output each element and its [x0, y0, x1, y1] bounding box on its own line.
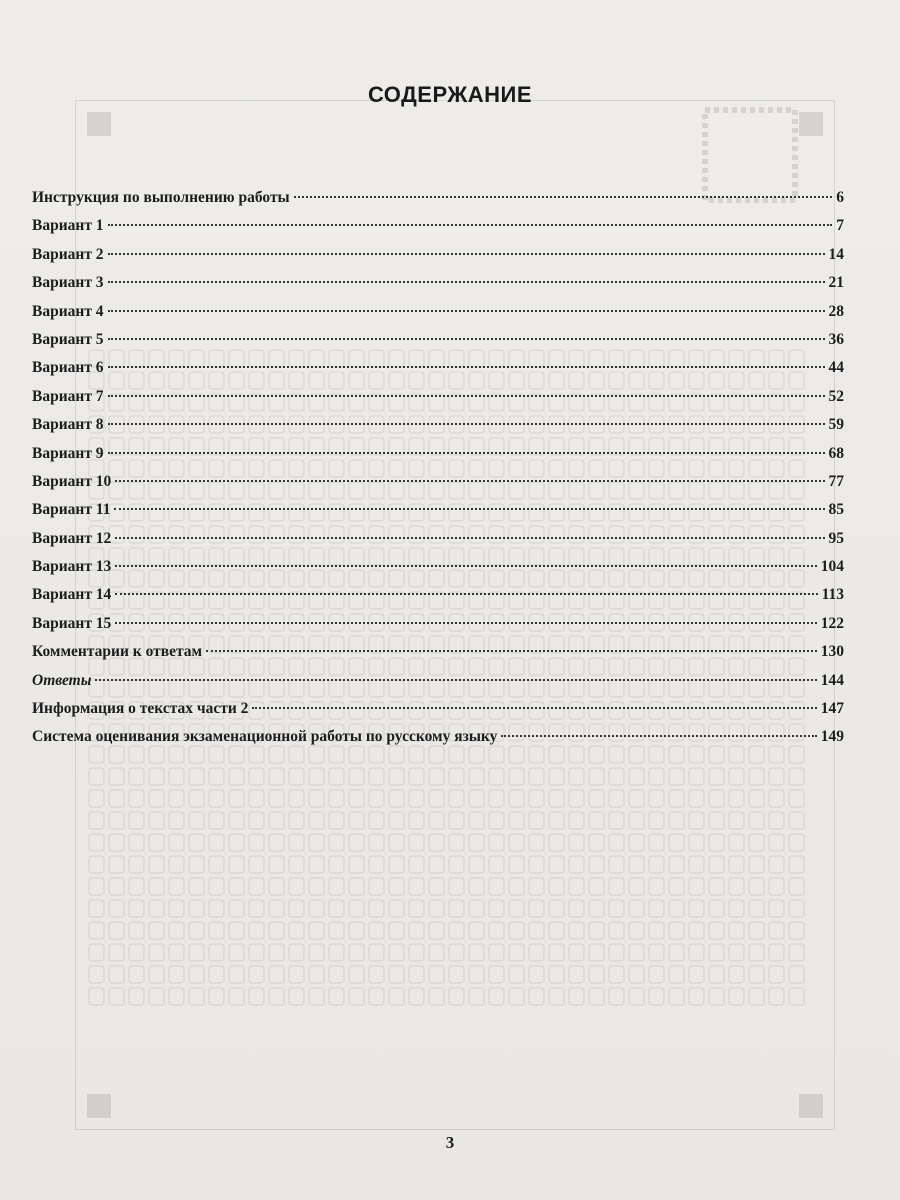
- toc-leader-dots: [252, 707, 816, 709]
- toc-entry-page: 147: [820, 700, 844, 718]
- toc-entry: [32, 553, 844, 581]
- toc-entry: [32, 326, 844, 354]
- toc-entry-page: 130: [820, 643, 844, 661]
- toc-leader-dots: [115, 537, 824, 539]
- toc-entry-page: 36: [828, 330, 844, 348]
- toc-leader-dots: [108, 224, 833, 226]
- toc-entry-label: Вариант 11: [32, 501, 111, 519]
- toc-leader-dots: [108, 423, 825, 425]
- toc-entry-page: 44: [828, 359, 844, 377]
- toc-entry: [32, 269, 844, 297]
- toc-entry-label: Комментарии к ответам: [32, 643, 203, 661]
- toc-entry-label: Система оценивания экзаменационной работы по русскому языку: [32, 728, 498, 746]
- toc-entry: [32, 383, 844, 411]
- toc-entry-page: 104: [820, 558, 844, 576]
- toc-entry: [32, 241, 844, 269]
- toc-entry: [32, 496, 844, 524]
- toc-leader-dots: [115, 480, 824, 482]
- toc-entry-label: Вариант 4: [32, 302, 104, 320]
- toc-leader-dots: [115, 565, 816, 567]
- toc-entry-page: 28: [828, 302, 844, 320]
- toc-leader-dots: [108, 395, 825, 397]
- toc-entry-page: 144: [820, 671, 844, 689]
- toc-entry: [32, 581, 844, 609]
- toc-leader-dots: [95, 679, 816, 681]
- toc-leader-dots: [114, 508, 824, 510]
- toc-leader-dots: [294, 196, 833, 198]
- toc-entry: [32, 298, 844, 326]
- toc-entry: [32, 638, 844, 666]
- toc-entry: [32, 212, 844, 240]
- toc-entry: [32, 525, 844, 553]
- toc-entry-page: 113: [821, 586, 844, 604]
- toc-leader-dots: [108, 366, 825, 368]
- toc-entry-page: 85: [828, 501, 844, 519]
- page-number: 3: [445, 1133, 455, 1152]
- toc-entry-page: 95: [828, 529, 844, 547]
- toc-entry-page: 149: [820, 728, 844, 746]
- toc-entry: [32, 184, 844, 212]
- toc-entry-page: 21: [828, 274, 844, 292]
- page-title: СОДЕРЖАНИЕ: [367, 82, 533, 107]
- toc-entry-label: Вариант 5: [32, 330, 104, 348]
- toc-leader-dots: [115, 593, 817, 595]
- toc-leader-dots: [108, 310, 825, 312]
- toc-entry-label: Информация о текстах части 2: [32, 700, 249, 718]
- toc-entry-page: 77: [828, 472, 844, 490]
- toc-entry-label: Вариант 6: [32, 359, 104, 377]
- toc-leader-dots: [108, 253, 825, 255]
- toc-entry-label: Вариант 1: [32, 217, 104, 235]
- toc-entry: [32, 723, 844, 751]
- toc-entry: [32, 695, 844, 723]
- toc-entry-page: 59: [828, 416, 844, 434]
- toc-entry-label: Вариант 9: [32, 444, 104, 462]
- toc-entry: [32, 411, 844, 439]
- toc-entry-page: 122: [820, 614, 844, 632]
- toc-entry-label: Инструкция по выполнению работы: [32, 189, 290, 206]
- toc-entry: [32, 610, 844, 638]
- toc-entry-label: Вариант 14: [32, 586, 112, 604]
- toc-entry-label: Вариант 15: [32, 614, 112, 632]
- toc-entry: [32, 468, 844, 496]
- toc-leader-dots: [501, 735, 816, 737]
- toc-leader-dots: [206, 650, 817, 652]
- toc-entry: [32, 354, 844, 382]
- toc-leader-dots: [108, 281, 825, 283]
- toc-entry-label: Вариант 2: [32, 245, 104, 263]
- toc-leader-dots: [108, 338, 825, 340]
- toc-leader-dots: [115, 622, 816, 624]
- toc-entry-label: Вариант 12: [32, 529, 112, 547]
- toc-leader-dots: [108, 452, 825, 454]
- toc-entry-label: Вариант 7: [32, 387, 104, 405]
- toc-entry-label: Вариант 8: [32, 416, 104, 434]
- toc-entry-page: 68: [828, 444, 844, 462]
- toc-entry-label: Вариант 13: [32, 558, 112, 576]
- toc-entry-label: Ответы: [32, 671, 92, 689]
- toc-entry: [32, 667, 844, 695]
- toc-entry: [32, 440, 844, 468]
- toc-entry-page: 7: [836, 217, 844, 235]
- toc-entry-page: 14: [828, 245, 844, 263]
- toc-entry-label: Вариант 3: [32, 274, 104, 292]
- toc-entry-label: Вариант 10: [32, 472, 112, 490]
- toc-entry-page: 52: [828, 387, 844, 405]
- toc-entry-page: 6: [836, 189, 844, 206]
- table-of-contents: [32, 184, 844, 752]
